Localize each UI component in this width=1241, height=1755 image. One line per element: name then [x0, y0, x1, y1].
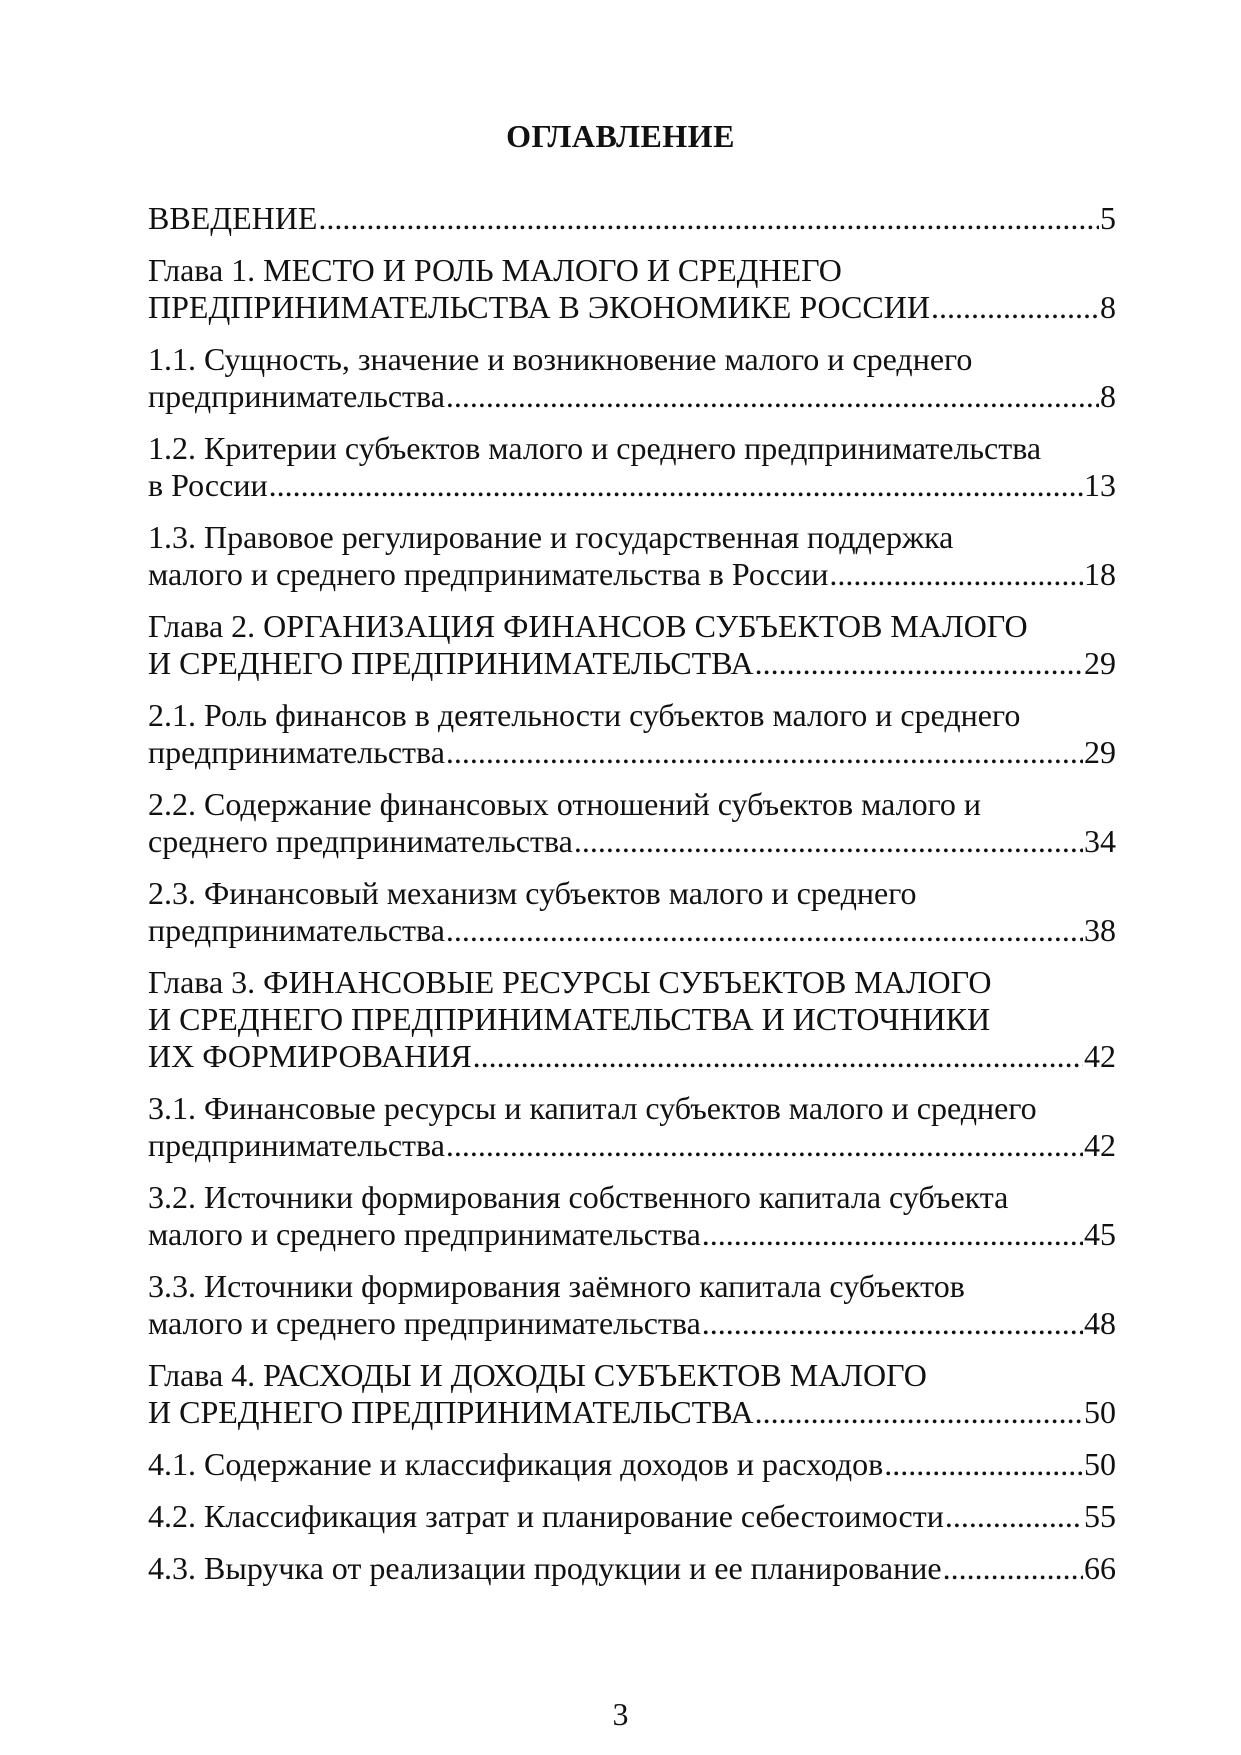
toc-entry-last-line	[148, 200, 1116, 237]
page-number: 3	[612, 1696, 629, 1732]
dot-leader	[884, 1446, 1083, 1483]
toc-entry-title: предпринимательства	[148, 912, 445, 948]
dot-leader	[473, 1038, 1083, 1075]
toc-entry-line: 3.1. Финансовые ресурсы и капитал субъектов малого и среднего	[148, 1090, 1037, 1126]
toc-entry-line: 2.1. Роль финансов в деятельности субъектов малого и среднего	[148, 697, 1021, 733]
toc-entry-line: Глава 1. МЕСТО И РОЛЬ МАЛОГО И СРЕДНЕГО	[148, 252, 842, 288]
toc-entry-title: в России	[148, 467, 268, 503]
toc-entry-last-line	[148, 734, 1116, 771]
toc-entry-page: 38	[1084, 912, 1116, 948]
toc-entry-last-line	[148, 1305, 1116, 1342]
toc-entry-last-line	[148, 378, 1116, 415]
dot-leader	[446, 1127, 1083, 1164]
toc-entry-line: Глава 4. РАСХОДЫ И ДОХОДЫ СУБЪЕКТОВ МАЛОГО	[148, 1357, 927, 1393]
toc-entry-last-line	[148, 912, 1116, 949]
dot-leader	[269, 467, 1083, 504]
toc-entry[interactable]	[148, 341, 1116, 415]
toc-entry-title: предпринимательства	[148, 1127, 445, 1163]
toc-entry[interactable]	[148, 252, 1116, 326]
toc-entry-page: 55	[1084, 1498, 1116, 1534]
toc-entry-line: 3.3. Источники формирования заёмного капитала субъектов	[148, 1268, 965, 1304]
dot-leader	[755, 645, 1083, 682]
toc-entry[interactable]	[148, 786, 1116, 860]
toc-entry-title: малого и среднего предпринимательства	[148, 1305, 701, 1341]
toc-entry[interactable]	[148, 1446, 1116, 1483]
dot-leader	[945, 1498, 1083, 1535]
toc-entry-page: 29	[1084, 645, 1116, 681]
toc-entry-title: И СРЕДНЕГО ПРЕДПРИНИМАТЕЛЬСТВА	[148, 645, 754, 681]
toc-entry-page: 18	[1084, 556, 1116, 592]
toc-entry-page: 8	[1100, 378, 1116, 414]
toc-entry-line: 2.2. Содержание финансовых отношений субъектов малого и	[148, 786, 982, 822]
toc-entry-last-line	[148, 289, 1116, 326]
dot-leader	[829, 556, 1083, 593]
toc-entry[interactable]	[148, 430, 1116, 504]
toc-entry-last-line	[148, 1550, 1116, 1587]
toc-entry-line: И СРЕДНЕГО ПРЕДПРИНИМАТЕЛЬСТВА И ИСТОЧНИКИ	[148, 1001, 991, 1037]
dot-leader	[702, 1216, 1083, 1253]
toc-entry-title: 4.2. Классификация затрат и планирование себестоимости	[148, 1498, 944, 1534]
toc-entry-title: 4.1. Содержание и классификация доходов и расходов	[148, 1446, 884, 1482]
toc-entry-title: малого и среднего предпринимательства в России	[148, 556, 829, 592]
dot-leader	[318, 200, 1099, 237]
toc-entry-page: 13	[1084, 467, 1116, 503]
toc-entry[interactable]	[148, 964, 1116, 1075]
toc-entry[interactable]	[148, 519, 1116, 593]
toc-entry-page: 45	[1084, 1216, 1116, 1252]
toc-entry[interactable]	[148, 200, 1116, 237]
toc-entry-title: предпринимательства	[148, 734, 445, 770]
toc-entry-last-line	[148, 467, 1116, 504]
toc-entry[interactable]	[148, 1357, 1116, 1431]
toc-entry-line: 1.2. Критерии субъектов малого и среднего предпринимательства	[148, 430, 1042, 466]
toc-entry-page: 5	[1100, 200, 1116, 236]
toc-entry-page: 34	[1084, 823, 1116, 859]
toc-entry-last-line	[148, 1127, 1116, 1164]
toc-entry-last-line	[148, 1498, 1116, 1535]
dot-leader	[446, 912, 1083, 949]
toc-entry-title: предпринимательства	[148, 378, 445, 414]
toc-entry-title: среднего предпринимательства	[148, 823, 573, 859]
toc-entry[interactable]	[148, 1090, 1116, 1164]
toc-entry-line: 1.3. Правовое регулирование и государственная поддержка	[148, 519, 954, 555]
toc-entry[interactable]	[148, 1268, 1116, 1342]
toc-entry-line: 1.1. Сущность, значение и возникновение малого и среднего	[148, 341, 973, 377]
toc-entry-line: 3.2. Источники формирования собственного капитала субъекта	[148, 1179, 1009, 1215]
toc-entry-page: 48	[1084, 1305, 1116, 1341]
dot-leader	[931, 289, 1099, 326]
dot-leader	[446, 378, 1099, 415]
toc-entry-last-line	[148, 556, 1116, 593]
dot-leader	[755, 1394, 1083, 1431]
toc-entry[interactable]	[148, 875, 1116, 949]
toc-entry-page: 50	[1084, 1394, 1116, 1430]
toc-entry-page: 42	[1084, 1038, 1116, 1074]
toc-entry-line: Глава 2. ОРГАНИЗАЦИЯ ФИНАНСОВ СУБЪЕКТОВ МАЛОГО	[148, 608, 1028, 644]
toc-entry-title: ВВЕДЕНИЕ	[148, 200, 318, 236]
toc-entry-page: 8	[1100, 289, 1116, 325]
toc-entry-title: ПРЕДПРИНИМАТЕЛЬСТВА В ЭКОНОМИКЕ РОССИИ	[148, 289, 930, 325]
toc-entry-title: И СРЕДНЕГО ПРЕДПРИНИМАТЕЛЬСТВА	[148, 1394, 754, 1430]
toc-entry-page: 42	[1084, 1127, 1116, 1163]
dot-leader	[574, 823, 1083, 860]
toc-entry-line: Глава 3. ФИНАНСОВЫЕ РЕСУРСЫ СУБЪЕКТОВ МАЛОГО	[148, 964, 992, 1000]
toc-entry[interactable]	[148, 1179, 1116, 1253]
toc-entry-last-line	[148, 1038, 1116, 1075]
toc-entry-title: малого и среднего предпринимательства	[148, 1216, 701, 1252]
toc-entry-page: 29	[1084, 734, 1116, 770]
toc-entry-title: ИХ ФОРМИРОВАНИЯ	[148, 1038, 472, 1074]
toc-entry[interactable]	[148, 697, 1116, 771]
toc-entry[interactable]	[148, 1498, 1116, 1535]
toc-entry-last-line	[148, 1394, 1116, 1431]
toc-entry-line: 2.3. Финансовый механизм субъектов малого и среднего	[148, 875, 917, 911]
page-title: ОГЛАВЛЕНИЕ	[506, 118, 735, 154]
dot-leader	[446, 734, 1083, 771]
dot-leader	[943, 1550, 1083, 1587]
toc-entry-last-line	[148, 1446, 1116, 1483]
toc-entry-page: 66	[1084, 1550, 1116, 1586]
toc-entry-last-line	[148, 645, 1116, 682]
toc-entry-last-line	[148, 1216, 1116, 1253]
toc-entry[interactable]	[148, 1550, 1116, 1587]
dot-leader	[702, 1305, 1083, 1342]
toc-entry-page: 50	[1084, 1446, 1116, 1482]
toc-entry-title: 4.3. Выручка от реализации продукции и ее планирование	[148, 1550, 942, 1586]
toc-entry[interactable]	[148, 608, 1116, 682]
toc-entry-last-line	[148, 823, 1116, 860]
table-of-contents	[148, 200, 1116, 1602]
